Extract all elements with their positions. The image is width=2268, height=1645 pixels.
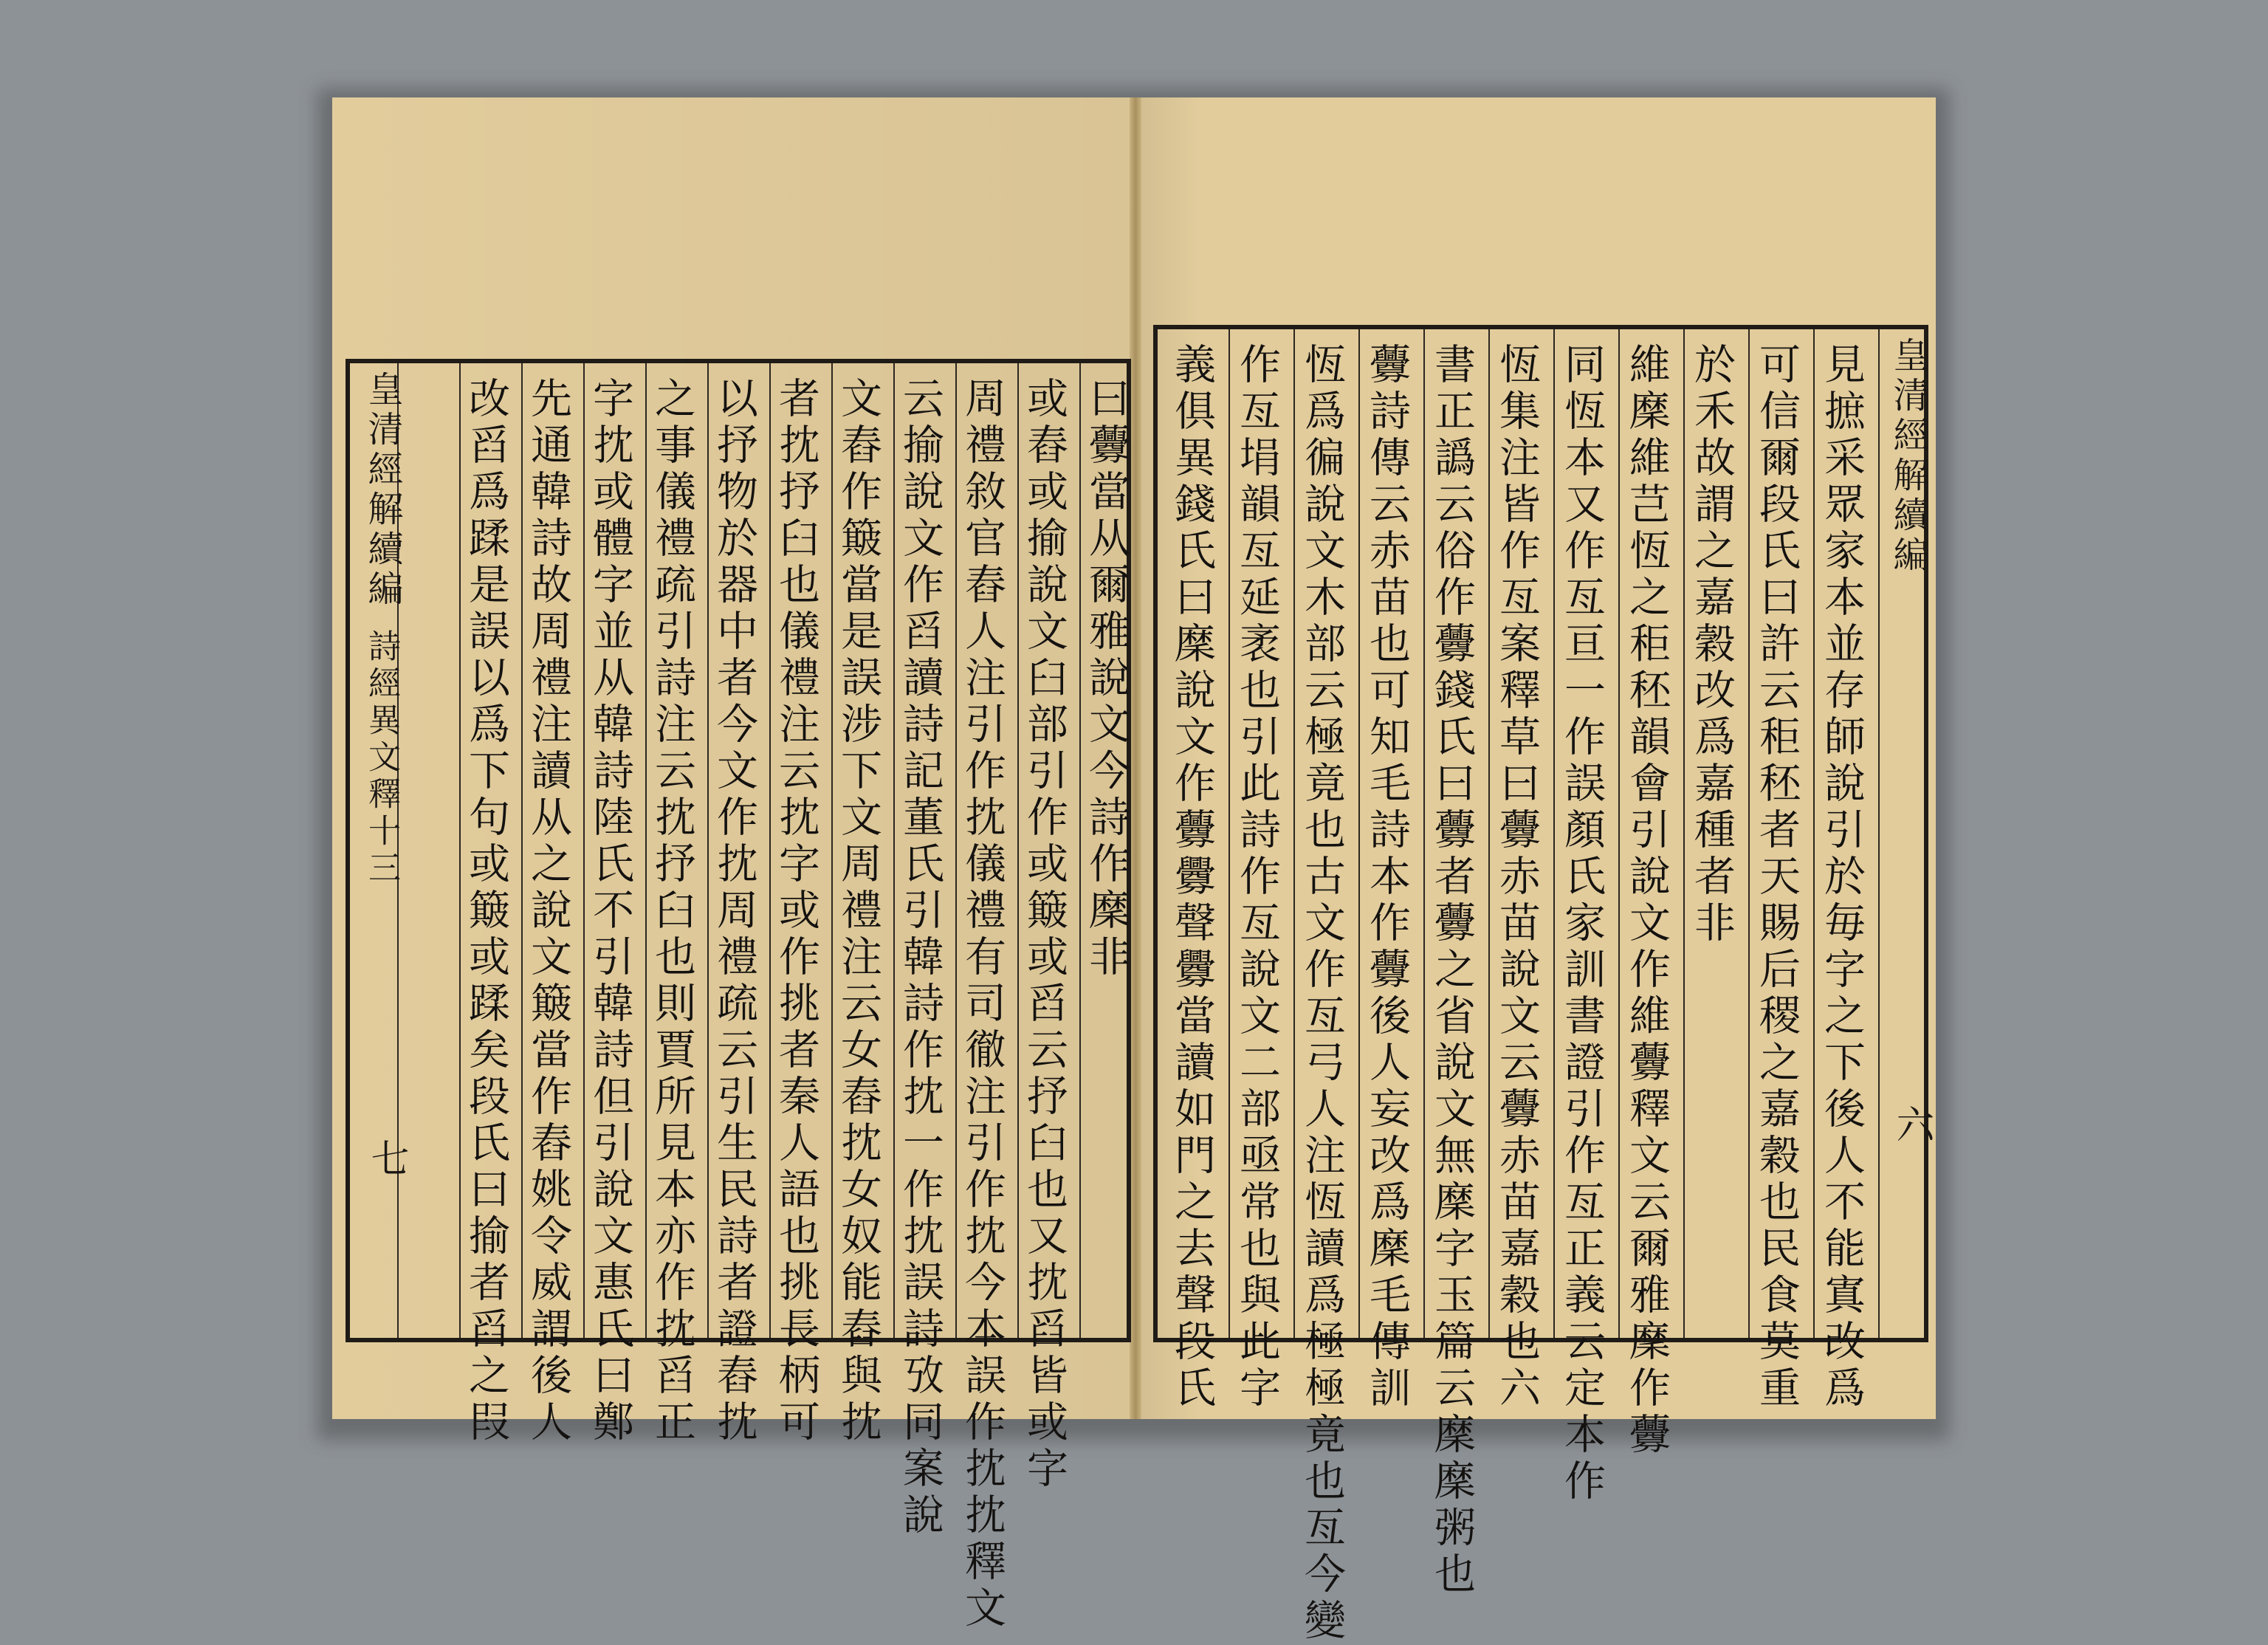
book-gutter [1130, 97, 1141, 1419]
right-column: 書正譌云俗作虋錢氏曰虋者虋之省說文無穈字玉篇云穈穈粥也 [1428, 343, 1476, 1598]
right-column: 可信爾段氏曰許云秬秠者天賜后稷之嘉穀也民食莫重 [1753, 343, 1801, 1412]
left-column: 之事儀禮疏引詩注云抌抒臼也則賈所見本亦作抌舀正 [648, 377, 696, 1446]
right-column: 義俱異錢氏曰穈說文作虋釁聲釁當讀如門之去聲段氏 [1168, 343, 1216, 1412]
left-column: 者抌抒臼也儀禮注云抌字或作挑者秦人語也挑長柄可 [772, 377, 820, 1446]
left-column: 改舀爲蹂是誤以爲下句或簸或蹂矣段氏曰揄者舀之叚 [462, 377, 510, 1446]
right-banxin-title: 皇清經解續編 [1887, 337, 1928, 576]
left-column: 文舂作簸當是誤涉下文周禮注云女舂抌女奴能舂與抌 [834, 377, 882, 1446]
left-folio: 七 [364, 1139, 408, 1177]
right-column: 於禾故謂之嘉穀改爲嘉種者非 [1688, 343, 1736, 947]
left-section-label: 詩經異文釋十三 [362, 629, 400, 887]
right-column: 恆爲徧說文木部云極竟也古文作亙弓人注恆讀爲極極竟也亙今變 [1298, 343, 1346, 1645]
right-column: 見摭采眾家本並存師說引於毎字之下後人不能寘改爲 [1818, 343, 1866, 1412]
right-column: 作亙埍韻亙延袤也引此詩作亙說文二部亟常也與此字 [1233, 343, 1281, 1412]
right-column: 同恆本又作亙亘一作誤顏氏家訓書證引作亙正義云定本作 [1558, 343, 1606, 1505]
left-banxin-title: 皇清經解續編 [362, 371, 403, 610]
left-column: 周禮敘官舂人注引作抌儀禮有司徹注引作抌今本誤作抌抌釋文 [958, 377, 1006, 1632]
right-column: 虋詩傳云赤苗也可知毛詩本作虋後人妄改爲穈毛傳訓 [1363, 343, 1411, 1412]
right-text-frame [1153, 325, 1934, 1645]
right-column: 恆集注皆作亙案釋草曰虋赤苗說文云虋赤苗嘉穀也六 [1493, 343, 1541, 1412]
right-folio: 六 [1889, 1105, 1934, 1143]
right-column: 維穈維芑恆之秬秠韻會引說文作維虋釋文云爾雅穈作虋 [1623, 343, 1671, 1459]
left-text-frame [346, 359, 1131, 1632]
left-column: 以抒物於器中者今文作抌周禮疏云引生民詩者證舂抌 [710, 377, 758, 1446]
left-column: 云揄說文作舀讀詩記董氏引韓詩作抌一作抌誤詩攷同案說 [896, 377, 944, 1539]
left-column: 先通韓詩故周禮注讀从之說文簸當作舂姚令威謂後人 [524, 377, 572, 1446]
left-column: 或舂或揄說文臼部引作或簸或舀云抒臼也又抌舀皆或字 [1020, 377, 1068, 1493]
left-column: 曰虋當从爾雅說文今詩作穈非 [1082, 377, 1130, 981]
left-column: 字抌或體字並从韓詩陸氏不引韓詩但引說文惠氏曰鄭 [586, 377, 634, 1446]
